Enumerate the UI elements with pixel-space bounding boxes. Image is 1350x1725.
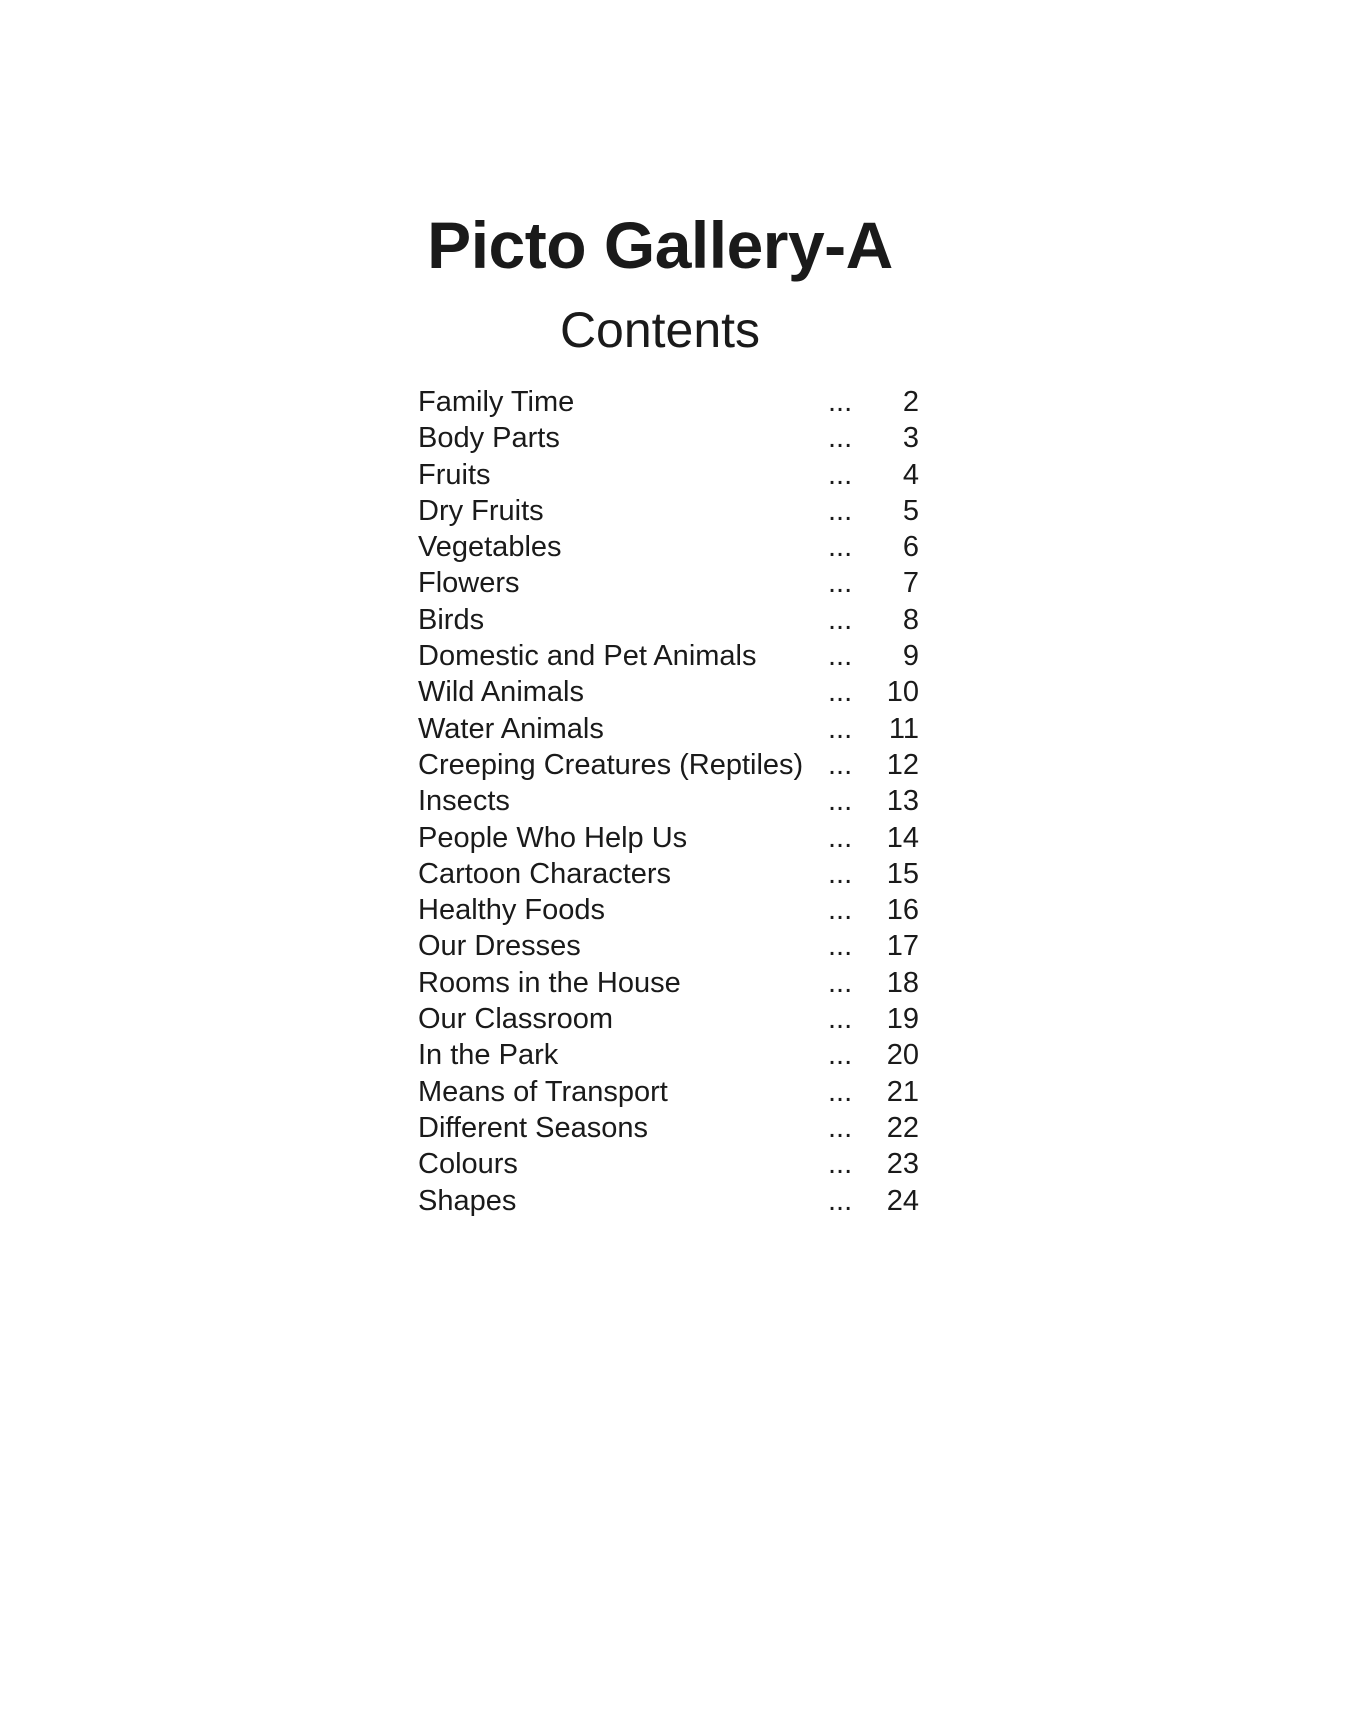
contents-heading: Contents	[559, 302, 761, 358]
toc-entry	[418, 1074, 923, 1110]
toc-entry	[418, 1037, 923, 1073]
toc-entry-page-number: 21	[886, 1075, 919, 1108]
toc-entry	[418, 638, 923, 674]
toc-entry	[418, 1183, 923, 1219]
toc-entry-leader: ...	[828, 966, 853, 999]
toc-entry-label: Water Animals	[418, 712, 604, 745]
toc-entry-page-number: 23	[886, 1148, 919, 1181]
toc-entry	[418, 565, 923, 601]
toc-entry-label: Colours	[418, 1148, 518, 1181]
page-title: Picto Gallery-A	[427, 208, 893, 282]
toc-entry	[418, 747, 923, 783]
toc-entry-label: Family Time	[418, 386, 575, 418]
toc-entry	[418, 674, 923, 710]
toc-entry-page-number: 6	[902, 531, 919, 564]
toc-entry-leader: ...	[828, 821, 853, 854]
toc-entry-label: Fruits	[418, 458, 491, 491]
toc-entry	[418, 820, 923, 856]
toc-entry-label: Flowers	[418, 567, 520, 600]
toc-entry	[418, 928, 923, 964]
toc-entry-page-number: 19	[886, 1003, 919, 1036]
toc-entry-label: Creeping Creatures (Reptiles)	[418, 748, 804, 781]
toc-entry	[418, 711, 923, 747]
toc-entry-label: Dry Fruits	[418, 494, 544, 527]
toc-entry-leader: ...	[828, 567, 853, 600]
toc-entry-label: In the Park	[418, 1039, 559, 1072]
toc-entry	[418, 493, 923, 529]
toc-entry-label: Wild Animals	[418, 676, 584, 709]
toc-entry	[418, 602, 923, 638]
toc-entry	[418, 457, 923, 493]
toc-entry-label: Shapes	[418, 1184, 517, 1217]
toc-entry-label: Our Dresses	[418, 930, 581, 963]
toc-entry-leader: ...	[828, 1184, 853, 1217]
toc-entry-leader: ...	[828, 1075, 853, 1108]
toc-entry-leader: ...	[828, 748, 853, 781]
toc-entry-page-number: 11	[888, 712, 919, 745]
toc-entry-leader: ...	[828, 458, 853, 491]
toc-entry-leader: ...	[828, 857, 853, 890]
toc-entry	[418, 1110, 923, 1146]
toc-entry-label: Vegetables	[418, 531, 562, 564]
toc-entry-leader: ...	[828, 1111, 853, 1144]
toc-entry-leader: ...	[828, 712, 853, 745]
toc-entry-page-number: 20	[886, 1039, 919, 1072]
toc-entry-label: Different Seasons	[418, 1111, 648, 1144]
toc-entry-label: Our Classroom	[418, 1003, 613, 1036]
toc-entry-page-number: 5	[902, 494, 919, 527]
toc-entry-leader: ...	[828, 785, 853, 818]
toc-entry-label: Rooms in the House	[418, 966, 681, 999]
toc-entry-leader: ...	[828, 640, 853, 673]
toc-entry-label: Domestic and Pet Animals	[418, 640, 757, 673]
toc-entry-leader: ...	[828, 676, 853, 709]
toc-entry-leader: ...	[828, 1003, 853, 1036]
toc-entry-leader: ...	[828, 1148, 853, 1181]
toc-entry-page-number: 9	[902, 640, 919, 673]
toc-entry-leader: ...	[828, 603, 853, 636]
toc-entry-page-number: 18	[886, 966, 919, 999]
toc-entry	[418, 965, 923, 1001]
toc-entry-page-number: 24	[886, 1184, 919, 1217]
toc-entry-leader: ...	[828, 894, 853, 927]
toc-entry-leader: ...	[828, 494, 853, 527]
toc-entry-page-number: 8	[902, 603, 919, 636]
toc-entry-page-number: 4	[902, 458, 919, 491]
toc-entry	[418, 892, 923, 928]
toc-entry-page-number: 17	[886, 930, 919, 963]
toc-entry-label: Healthy Foods	[418, 894, 605, 927]
toc-entry-page-number: 10	[886, 676, 919, 709]
toc-entry	[418, 1146, 923, 1182]
toc-entry-leader: ...	[828, 422, 853, 455]
toc-entry-leader: ...	[828, 386, 853, 418]
toc-entry	[418, 856, 923, 892]
toc-entry-label: People Who Help Us	[418, 821, 688, 854]
toc-entry-page-number: 12	[886, 748, 919, 781]
toc-entry-leader: ...	[828, 1039, 853, 1072]
toc-entry-label: Body Parts	[418, 422, 560, 455]
toc-entry-label: Birds	[418, 603, 485, 636]
toc-entry	[418, 783, 923, 819]
toc-entry	[418, 384, 923, 420]
toc-entry-label: Cartoon Characters	[418, 857, 672, 890]
toc-entry-page-number: 2	[902, 386, 919, 418]
toc-entry-leader: ...	[828, 930, 853, 963]
toc-entry-page-number: 3	[902, 422, 919, 455]
toc-entry-leader: ...	[828, 531, 853, 564]
table-of-contents	[418, 384, 923, 1219]
toc-entry-page-number: 22	[886, 1111, 919, 1144]
toc-entry-page-number: 16	[886, 894, 919, 927]
toc-entry	[418, 529, 923, 565]
toc-entry-label: Means of Transport	[418, 1075, 668, 1108]
toc-entry	[418, 1001, 923, 1037]
toc-entry-label: Insects	[418, 785, 510, 818]
toc-entry-page-number: 7	[902, 567, 919, 600]
toc-entry-page-number: 14	[886, 821, 919, 854]
toc-entry-page-number: 15	[886, 857, 919, 890]
toc-entry	[418, 420, 923, 456]
toc-entry-page-number: 13	[886, 785, 919, 818]
